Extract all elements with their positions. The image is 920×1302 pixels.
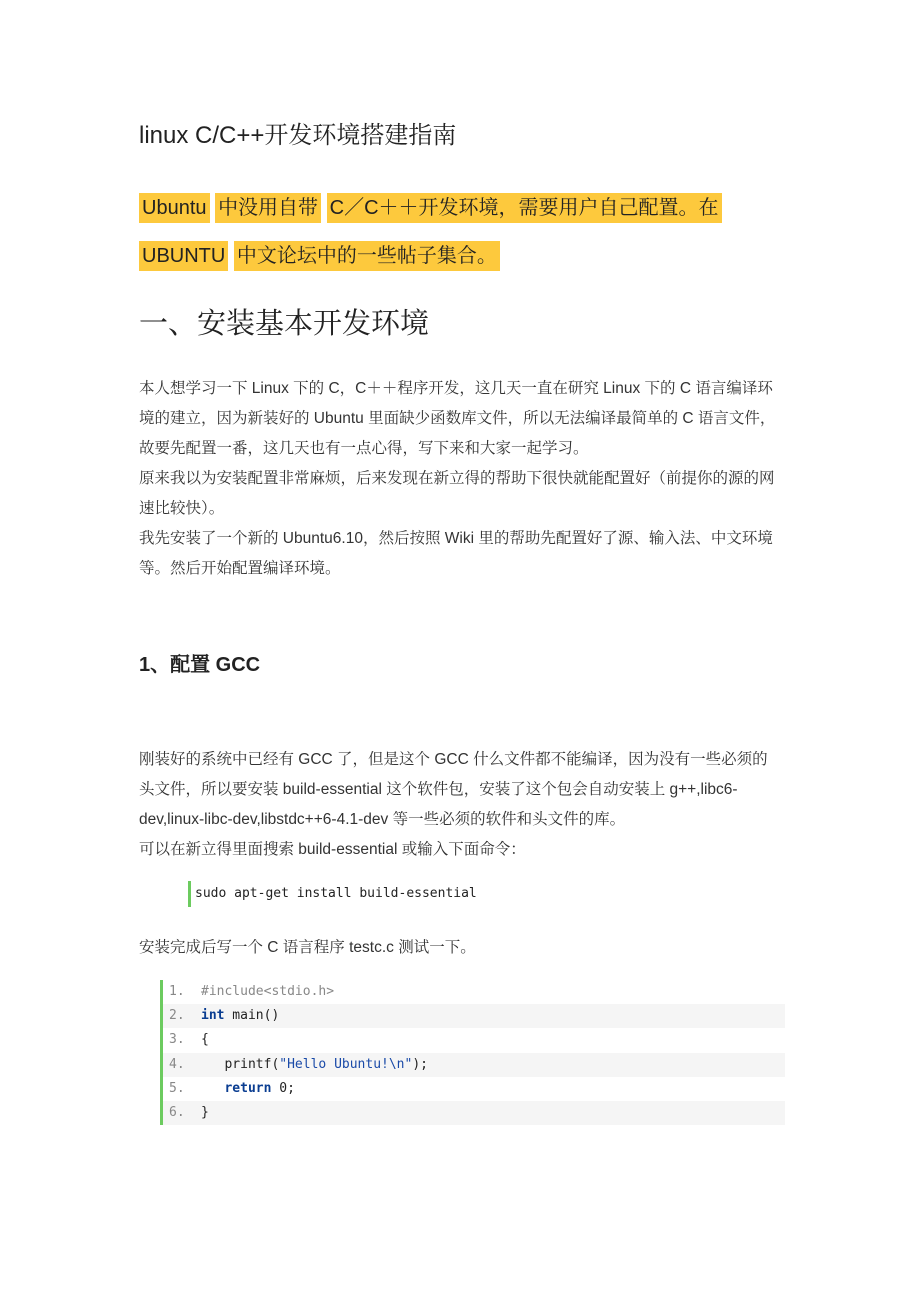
code-text: { <box>201 1032 209 1048</box>
paragraph: 我先安装了一个新的 Ubuntu6.10，然后按照 Wiki 里的帮助先配置好了源、输入法、中文环境等。然后开始配置编译环境。 <box>139 530 773 577</box>
code-line <box>163 1053 785 1077</box>
paragraph: 刚装好的系统中已经有 GCC 了，但是这个 GCC 什么文件都不能编译，因为没有一些必须的头文件，所以要安装 build-essential 这个软件包，安装了这个包会自动安装上 g++,libc6-dev,linux-libc-dev,libstdc++6-4.1-dev 等一些必须的软件和头文件的库。 <box>139 751 768 828</box>
intro-ubuntu: Ubuntu <box>139 193 210 223</box>
section-heading-install: 一、安装基本开发环境 <box>139 308 430 340</box>
code-fragment: 0; <box>271 1080 295 1096</box>
line-number: 6. <box>169 1104 185 1120</box>
intro-text-b: C／C＋＋开发环境，需要用户自己配置。在 <box>327 193 722 223</box>
code-text <box>201 1053 428 1077</box>
code-indent <box>201 1081 224 1096</box>
intro-ubuntu-upper: UBUNTU <box>139 241 228 271</box>
gcc-body <box>139 745 779 865</box>
code-indent <box>201 1057 224 1072</box>
subheading-gcc: 1、配置 GCC <box>139 654 261 676</box>
code-fragment: printf( <box>224 1056 280 1072</box>
code-line <box>163 980 785 1004</box>
code-text: #include<stdio.h> <box>201 984 335 999</box>
code-text <box>201 1077 295 1101</box>
line-number: 5. <box>169 1080 185 1096</box>
paragraph: 安装完成后写一个 C 语言程序 testc.c 测试一下。 <box>139 939 476 956</box>
paragraph: 可以在新立得里面搜索 build-essential 或输入下面命令： <box>139 841 526 858</box>
after-command-text <box>139 933 779 963</box>
section1-body <box>139 374 779 584</box>
code-listing <box>160 980 785 1125</box>
keyword: return <box>224 1080 272 1096</box>
line-number: 4. <box>169 1056 185 1072</box>
code-line <box>163 1101 785 1125</box>
line-number: 3. <box>169 1032 185 1048</box>
code-line <box>163 1004 785 1028</box>
intro-text-a: 中没用自带 <box>215 193 321 223</box>
code-line <box>163 1028 785 1052</box>
paragraph: 本人想学习一下 Linux 下的 C，C＋＋程序开发，这几天一直在研究 Linux 下的 C 语言编译环境的建立，因为新装好的 Ubuntu 里面缺少函数库文件，所以无法编译最简单的 C 语言文件，故要先配置一番，这几天也有一点心得，写下来和大家一起学习。 <box>139 380 776 457</box>
code-text <box>201 1004 279 1028</box>
line-number: 2. <box>169 1008 185 1024</box>
intro-text-c: 中文论坛中的一些帖子集合。 <box>234 241 500 271</box>
code-fragment: main() <box>224 1008 280 1024</box>
document-title: linux C/C++开发环境搭建指南 <box>139 122 457 149</box>
keyword: int <box>201 1008 225 1024</box>
intro-highlight <box>139 184 779 280</box>
command-snippet: sudo apt-get install build-essential <box>188 881 477 907</box>
string-literal: "Hello Ubuntu!\n" <box>279 1056 413 1072</box>
paragraph: 原来我以为安装配置非常麻烦，后来发现在新立得的帮助下很快就能配置好（前提你的源的网速比较快）。 <box>139 470 775 517</box>
code-fragment: ); <box>412 1056 428 1072</box>
line-number: 1. <box>169 984 185 999</box>
code-text: } <box>201 1104 209 1120</box>
code-line <box>163 1077 785 1101</box>
